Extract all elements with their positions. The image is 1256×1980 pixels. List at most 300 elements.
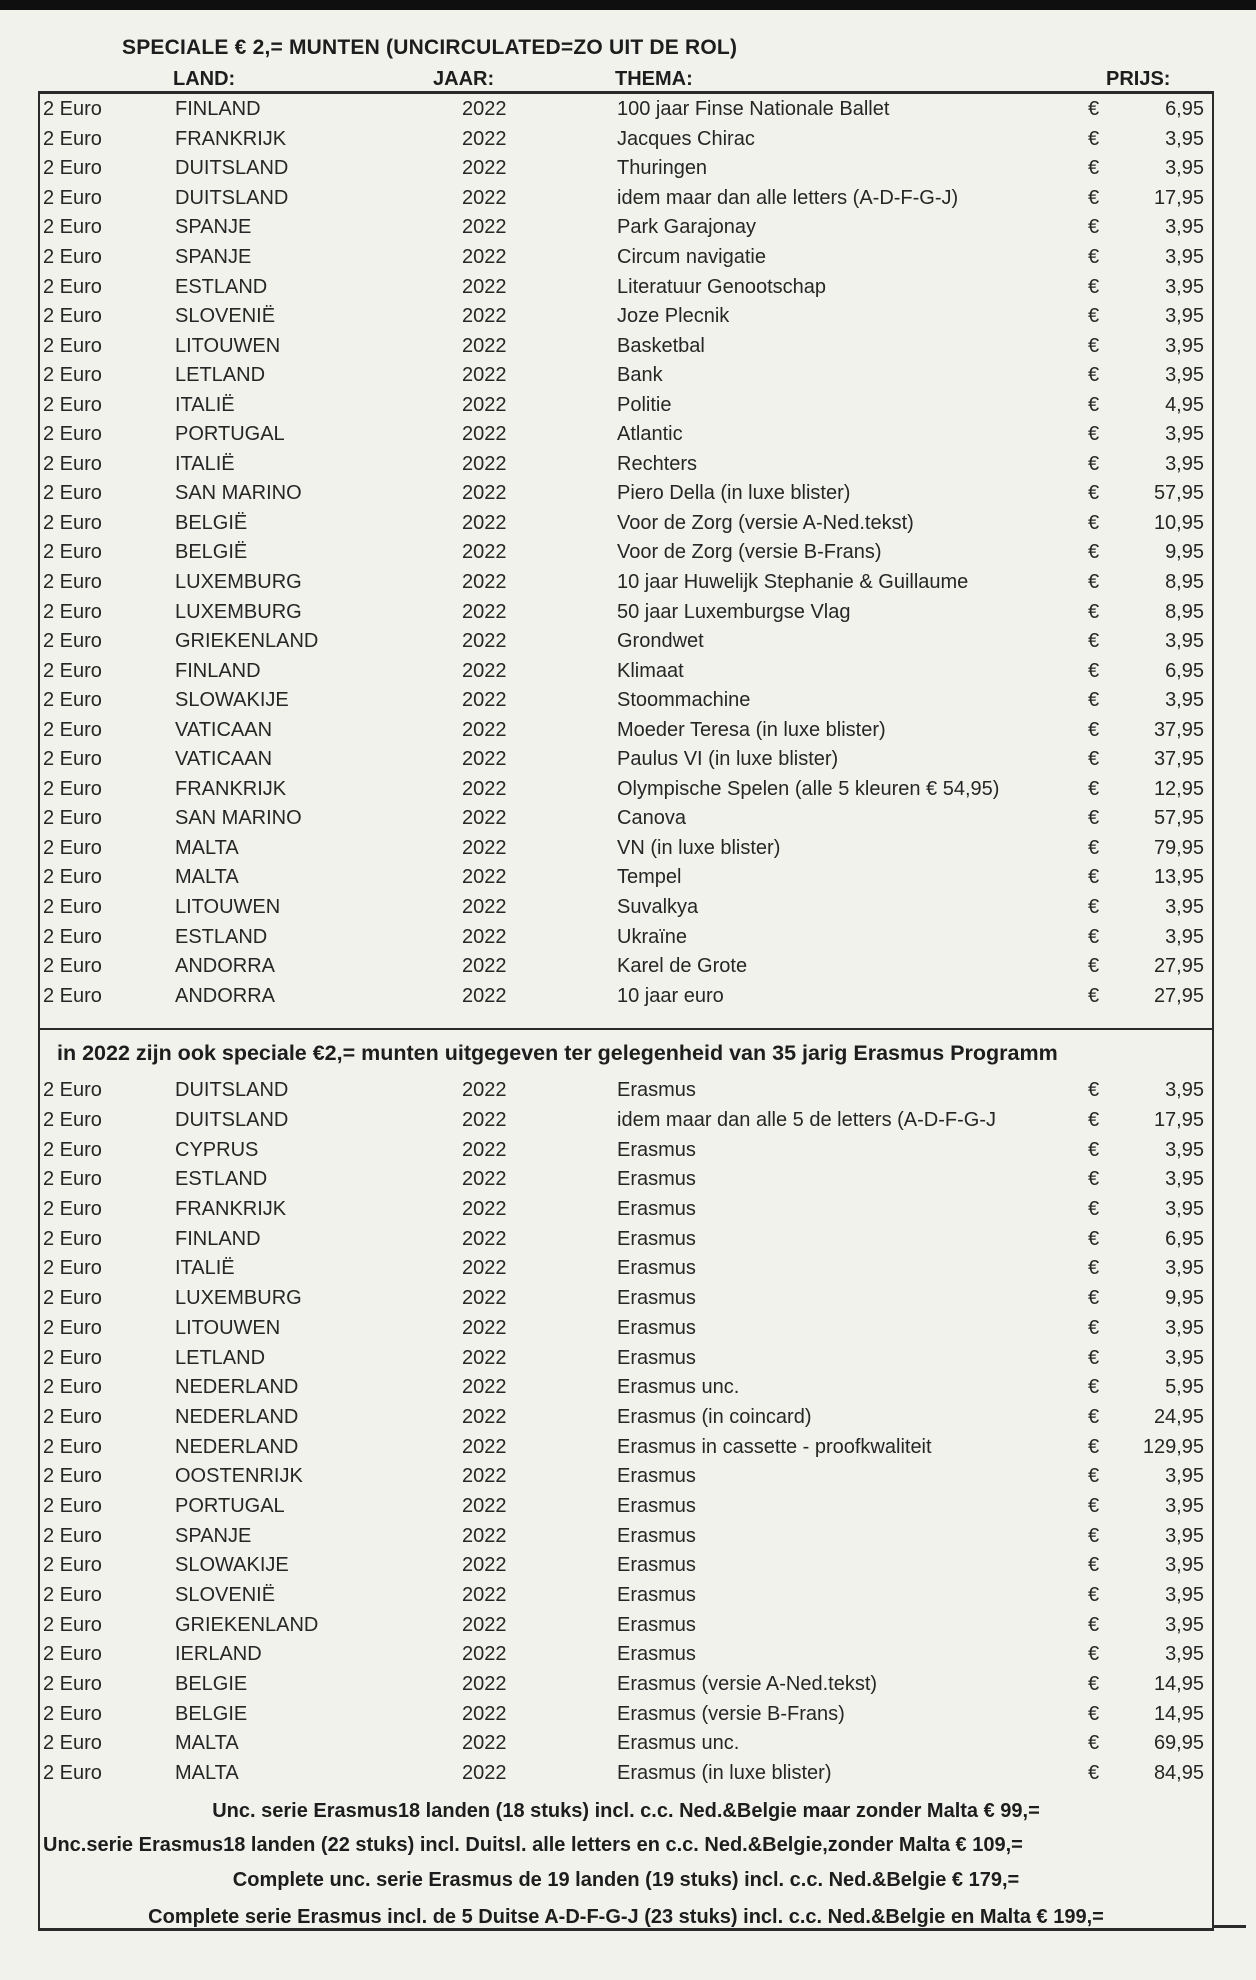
price-cell: 9,95 [1165, 541, 1204, 564]
price-cell: 8,95 [1165, 600, 1204, 623]
price-cell: 14,95 [1153, 1702, 1204, 1725]
country-cell: SPANJE [175, 216, 252, 239]
theme-cell: Circum navigatie [617, 246, 766, 268]
country-cell: ESTLAND [175, 275, 268, 298]
theme-cell: Voor de Zorg (versie B-Frans) [617, 541, 882, 564]
country-cell: DUITSLAND [175, 157, 289, 180]
price-cell: 24,95 [1153, 1405, 1204, 1428]
euro-sign: € [1088, 1762, 1100, 1785]
country-cell: DUITSLAND [175, 186, 289, 209]
denomination-cell: 2 Euro [43, 98, 102, 121]
theme-cell: Suvalkya [617, 896, 699, 919]
erasmus-section-heading: in 2022 zijn ook speciale €2,= munten uitgegeven ter gelegenheid van 35 jarig Erasmus Programm [57, 1041, 1058, 1065]
price-cell: 3,95 [1165, 1643, 1204, 1666]
year-cell: 2022 [462, 216, 507, 239]
footer-line: Complete unc. serie Erasmus de 19 landen (19 stuks) incl. c.c. Ned.&Belgie € 179,= [232, 1869, 1020, 1891]
theme-cell: Erasmus [617, 1168, 696, 1191]
denomination-cell: 2 Euro [43, 1257, 102, 1280]
price-cell: 84,95 [1153, 1762, 1204, 1785]
price-cell: 3,95 [1165, 689, 1204, 712]
denomination-cell: 2 Euro [43, 748, 102, 771]
year-cell: 2022 [462, 1762, 507, 1785]
theme-cell: Erasmus [617, 1494, 696, 1517]
country-cell: BELGIE [175, 1673, 248, 1696]
country-cell: ITALIË [175, 1257, 235, 1280]
country-cell: LUXEMBURG [175, 571, 302, 594]
euro-sign: € [1088, 1198, 1100, 1221]
table-row [40, 656, 1212, 686]
price-cell: 3,95 [1165, 423, 1204, 446]
denomination-cell: 2 Euro [43, 1198, 102, 1221]
year-cell: 2022 [462, 1554, 507, 1577]
denomination-cell: 2 Euro [43, 1762, 102, 1785]
euro-sign: € [1088, 305, 1100, 328]
theme-cell: Paulus VI (in luxe blister) [617, 748, 839, 771]
theme-cell: Tempel [617, 866, 682, 889]
country-cell: ITALIË [175, 393, 235, 416]
denomination-cell: 2 Euro [43, 1465, 102, 1488]
table-row [40, 1076, 1212, 1106]
country-cell: FINLAND [175, 1227, 261, 1250]
price-cell: 3,95 [1165, 364, 1204, 387]
theme-cell: Erasmus in cassette - proofkwaliteit [617, 1435, 932, 1458]
denomination-cell: 2 Euro [43, 127, 102, 150]
theme-cell: Erasmus [617, 1079, 696, 1102]
price-cell: 3,95 [1165, 1494, 1204, 1517]
euro-sign: € [1088, 1109, 1100, 1132]
table-row [40, 952, 1212, 982]
denomination-cell: 2 Euro [43, 866, 102, 889]
year-cell: 2022 [462, 1702, 507, 1725]
price-cell: 14,95 [1153, 1673, 1204, 1696]
denomination-cell: 2 Euro [43, 1227, 102, 1250]
table-row [40, 361, 1212, 391]
year-cell: 2022 [462, 98, 507, 121]
year-cell: 2022 [462, 334, 507, 357]
euro-sign: € [1088, 571, 1100, 594]
table-row [40, 1314, 1212, 1344]
year-cell: 2022 [462, 1138, 507, 1161]
footer-line: Unc.serie Erasmus18 landen (22 stuks) incl. Duitsl. alle letters en c.c. Ned.&Belgie,zonder Malta € 109,= [43, 1834, 1023, 1856]
theme-cell: Erasmus unc. [617, 1732, 740, 1755]
table-row [40, 627, 1212, 657]
denomination-cell: 2 Euro [43, 1702, 102, 1725]
country-cell: LITOUWEN [175, 334, 281, 357]
year-cell: 2022 [462, 807, 507, 830]
price-cell: 37,95 [1153, 748, 1204, 771]
year-cell: 2022 [462, 600, 507, 623]
euro-sign: € [1088, 482, 1100, 505]
euro-sign: € [1088, 1316, 1100, 1339]
price-cell: 5,95 [1165, 1376, 1204, 1399]
year-cell: 2022 [462, 659, 507, 682]
theme-cell: Ukraïne [617, 925, 688, 948]
denomination-cell: 2 Euro [43, 571, 102, 594]
price-cell: 3,95 [1165, 896, 1204, 919]
year-cell: 2022 [462, 186, 507, 209]
theme-cell: Erasmus (versie A-Ned.tekst) [617, 1673, 878, 1696]
denomination-cell: 2 Euro [43, 305, 102, 328]
euro-sign: € [1088, 1287, 1100, 1310]
euro-sign: € [1088, 866, 1100, 889]
denomination-cell: 2 Euro [43, 334, 102, 357]
price-cell: 79,95 [1153, 836, 1204, 859]
table-row [40, 272, 1212, 302]
country-cell: NEDERLAND [175, 1376, 299, 1399]
year-cell: 2022 [462, 364, 507, 387]
price-cell: 3,95 [1165, 275, 1204, 298]
theme-cell: idem maar dan alle letters (A-D-F-G-J) [617, 186, 959, 209]
denomination-cell: 2 Euro [43, 364, 102, 387]
table-row [40, 775, 1212, 805]
year-cell: 2022 [462, 1079, 507, 1102]
country-cell: LITOUWEN [175, 1316, 281, 1339]
table-row [40, 1224, 1212, 1254]
year-cell: 2022 [462, 127, 507, 150]
country-cell: LUXEMBURG [175, 600, 302, 623]
table-row [40, 1521, 1212, 1551]
theme-cell: Erasmus (in luxe blister) [617, 1762, 832, 1785]
country-cell: CYPRUS [175, 1138, 259, 1161]
theme-cell: Piero Della (in luxe blister) [617, 482, 851, 505]
footer-line: Complete serie Erasmus incl. de 5 Duitse A-D-F-G-J (23 stuks) incl. c.c. Ned.&Belgie en Malta € 199,= [148, 1906, 1104, 1928]
euro-sign: € [1088, 246, 1100, 268]
denomination-cell: 2 Euro [43, 896, 102, 919]
year-cell: 2022 [462, 748, 507, 771]
theme-cell: Karel de Grote [617, 955, 748, 978]
table-row [40, 1699, 1212, 1729]
denomination-cell: 2 Euro [43, 955, 102, 978]
theme-cell: Erasmus [617, 1138, 696, 1161]
euro-sign: € [1088, 718, 1100, 741]
column-header-land: LAND: [173, 68, 236, 90]
country-cell: VATICAAN [175, 718, 273, 741]
year-cell: 2022 [462, 1732, 507, 1755]
denomination-cell: 2 Euro [43, 1109, 102, 1132]
price-cell: 3,95 [1165, 630, 1204, 653]
country-cell: LUXEMBURG [175, 1287, 302, 1310]
country-cell: GRIEKENLAND [175, 1613, 319, 1636]
euro-sign: € [1088, 423, 1100, 446]
denomination-cell: 2 Euro [43, 246, 102, 268]
year-cell: 2022 [462, 718, 507, 741]
denomination-cell: 2 Euro [43, 984, 102, 1007]
euro-sign: € [1088, 1227, 1100, 1250]
euro-sign: € [1088, 157, 1100, 180]
euro-sign: € [1088, 275, 1100, 298]
year-cell: 2022 [462, 1198, 507, 1221]
euro-sign: € [1088, 1494, 1100, 1517]
denomination-cell: 2 Euro [43, 600, 102, 623]
theme-cell: Basketbal [617, 334, 705, 357]
column-header-jaar: JAAR: [433, 68, 495, 90]
euro-sign: € [1088, 393, 1100, 416]
year-cell: 2022 [462, 1494, 507, 1517]
denomination-cell: 2 Euro [43, 1554, 102, 1577]
table-row [40, 1462, 1212, 1492]
price-cell: 17,95 [1153, 186, 1204, 209]
country-cell: LITOUWEN [175, 896, 281, 919]
euro-sign: € [1088, 1702, 1100, 1725]
theme-cell: Politie [617, 393, 672, 416]
table-row [40, 1106, 1212, 1136]
year-cell: 2022 [462, 541, 507, 564]
denomination-cell: 2 Euro [43, 423, 102, 446]
euro-sign: € [1088, 1376, 1100, 1399]
theme-cell: Erasmus [617, 1257, 696, 1280]
table-row [40, 1254, 1212, 1284]
column-header-prijs: PRIJS: [1106, 68, 1171, 90]
theme-cell: Rechters [617, 452, 698, 475]
table-row [40, 450, 1212, 480]
denomination-cell: 2 Euro [43, 1524, 102, 1547]
country-cell: VATICAAN [175, 748, 273, 771]
year-cell: 2022 [462, 630, 507, 653]
country-cell: DUITSLAND [175, 1109, 289, 1132]
country-cell: FRANKRIJK [175, 1198, 287, 1221]
euro-sign: € [1088, 186, 1100, 209]
year-cell: 2022 [462, 689, 507, 712]
table-row [40, 804, 1212, 834]
country-cell: ESTLAND [175, 1168, 268, 1191]
price-cell: 3,95 [1165, 1079, 1204, 1102]
theme-cell: Erasmus [617, 1613, 696, 1636]
price-cell: 3,95 [1165, 334, 1204, 357]
price-cell: 4,95 [1165, 393, 1204, 416]
year-cell: 2022 [462, 423, 507, 446]
scanner-edge-bar [0, 0, 1256, 10]
table-row [40, 420, 1212, 450]
table-row [40, 981, 1212, 1011]
denomination-cell: 2 Euro [43, 1287, 102, 1310]
euro-sign: € [1088, 1405, 1100, 1428]
euro-sign: € [1088, 1138, 1100, 1161]
table-row [40, 922, 1212, 952]
theme-cell: 10 jaar Huwelijk Stephanie & Guillaume [617, 571, 969, 594]
theme-cell: Erasmus [617, 1524, 696, 1547]
price-cell: 13,95 [1153, 866, 1204, 889]
euro-sign: € [1088, 364, 1100, 387]
euro-sign: € [1088, 777, 1100, 800]
theme-cell: Jacques Chirac [617, 127, 755, 150]
price-cell: 6,95 [1165, 1227, 1204, 1250]
year-cell: 2022 [462, 1435, 507, 1458]
year-cell: 2022 [462, 1613, 507, 1636]
denomination-cell: 2 Euro [43, 1346, 102, 1369]
price-cell: 8,95 [1165, 571, 1204, 594]
euro-sign: € [1088, 1584, 1100, 1607]
table-row [40, 509, 1212, 539]
theme-cell: Park Garajonay [617, 216, 756, 239]
theme-cell: Grondwet [617, 630, 704, 653]
theme-cell: VN (in luxe blister) [617, 836, 781, 859]
table-row [40, 686, 1212, 716]
euro-sign: € [1088, 1257, 1100, 1280]
page-title: SPECIALE € 2,= MUNTEN (UNCIRCULATED=ZO UIT DE ROL) [122, 36, 738, 59]
table-row [40, 213, 1212, 243]
euro-sign: € [1088, 1732, 1100, 1755]
theme-cell: Erasmus [617, 1198, 696, 1221]
table-row [40, 302, 1212, 332]
coin-table-erasmus [40, 1076, 1212, 1789]
year-cell: 2022 [462, 836, 507, 859]
year-cell: 2022 [462, 1524, 507, 1547]
theme-cell: Erasmus [617, 1316, 696, 1339]
table-row [40, 893, 1212, 923]
column-header-thema: THEMA: [615, 68, 693, 90]
price-cell: 3,95 [1165, 1316, 1204, 1339]
denomination-cell: 2 Euro [43, 1405, 102, 1428]
price-cell: 3,95 [1165, 925, 1204, 948]
table-row [40, 479, 1212, 509]
euro-sign: € [1088, 1079, 1100, 1102]
denomination-cell: 2 Euro [43, 1138, 102, 1161]
coin-table-2022-special [40, 95, 1212, 1011]
year-cell: 2022 [462, 1643, 507, 1666]
theme-cell: Thuringen [617, 157, 708, 180]
year-cell: 2022 [462, 1109, 507, 1132]
year-cell: 2022 [462, 157, 507, 180]
theme-cell: Atlantic [617, 423, 683, 446]
theme-cell: Erasmus [617, 1584, 696, 1607]
year-cell: 2022 [462, 1346, 507, 1369]
theme-cell: Literatuur Genootschap [617, 275, 827, 298]
denomination-cell: 2 Euro [43, 511, 102, 534]
euro-sign: € [1088, 334, 1100, 357]
country-cell: SAN MARINO [175, 482, 302, 505]
year-cell: 2022 [462, 925, 507, 948]
year-cell: 2022 [462, 1257, 507, 1280]
country-cell: SLOWAKIJE [175, 1554, 289, 1577]
table-row [40, 1135, 1212, 1165]
year-cell: 2022 [462, 984, 507, 1007]
theme-cell: Moeder Teresa (in luxe blister) [617, 718, 886, 741]
price-cell: 3,95 [1165, 305, 1204, 328]
year-cell: 2022 [462, 955, 507, 978]
theme-cell: Canova [617, 807, 686, 830]
price-table-frame [38, 91, 1214, 1931]
country-cell: ITALIË [175, 452, 235, 475]
price-cell: 37,95 [1153, 718, 1204, 741]
theme-cell: 10 jaar euro [617, 984, 724, 1007]
denomination-cell: 2 Euro [43, 718, 102, 741]
euro-sign: € [1088, 836, 1100, 859]
euro-sign: € [1088, 1168, 1100, 1191]
country-cell: DUITSLAND [175, 1079, 289, 1102]
denomination-cell: 2 Euro [43, 452, 102, 475]
year-cell: 2022 [462, 305, 507, 328]
year-cell: 2022 [462, 1405, 507, 1428]
year-cell: 2022 [462, 511, 507, 534]
denomination-cell: 2 Euro [43, 807, 102, 830]
country-cell: IERLAND [175, 1643, 262, 1666]
country-cell: PORTUGAL [175, 423, 285, 446]
table-row [40, 1640, 1212, 1670]
country-cell: ESTLAND [175, 925, 268, 948]
euro-sign: € [1088, 1554, 1100, 1577]
euro-sign: € [1088, 807, 1100, 830]
price-cell: 3,95 [1165, 1168, 1204, 1191]
euro-sign: € [1088, 452, 1100, 475]
price-cell: 3,95 [1165, 127, 1204, 150]
price-cell: 3,95 [1165, 216, 1204, 239]
year-cell: 2022 [462, 246, 507, 268]
country-cell: ANDORRA [175, 955, 276, 978]
denomination-cell: 2 Euro [43, 777, 102, 800]
euro-sign: € [1088, 1524, 1100, 1547]
table-row [40, 390, 1212, 420]
denomination-cell: 2 Euro [43, 1613, 102, 1636]
theme-cell: Erasmus [617, 1346, 696, 1369]
denomination-cell: 2 Euro [43, 836, 102, 859]
table-row [40, 125, 1212, 155]
year-cell: 2022 [462, 275, 507, 298]
country-cell: NEDERLAND [175, 1405, 299, 1428]
table-row [40, 95, 1212, 125]
denomination-cell: 2 Euro [43, 1673, 102, 1696]
country-cell: BELGIË [175, 541, 248, 564]
denomination-cell: 2 Euro [43, 1435, 102, 1458]
theme-cell: Erasmus (versie B-Frans) [617, 1702, 845, 1725]
euro-sign: € [1088, 1465, 1100, 1488]
denomination-cell: 2 Euro [43, 659, 102, 682]
table-row [40, 1373, 1212, 1403]
country-cell: FINLAND [175, 98, 261, 121]
price-cell: 3,95 [1165, 1257, 1204, 1280]
year-cell: 2022 [462, 1376, 507, 1399]
year-cell: 2022 [462, 1584, 507, 1607]
euro-sign: € [1088, 511, 1100, 534]
table-row [40, 1581, 1212, 1611]
price-cell: 9,95 [1165, 1287, 1204, 1310]
table-row [40, 1195, 1212, 1225]
price-cell: 10,95 [1153, 511, 1204, 534]
year-cell: 2022 [462, 1227, 507, 1250]
denomination-cell: 2 Euro [43, 1494, 102, 1517]
year-cell: 2022 [462, 1168, 507, 1191]
theme-cell: Klimaat [617, 659, 684, 682]
price-cell: 69,95 [1153, 1732, 1204, 1755]
section-divider-line [40, 1028, 1212, 1030]
country-cell: GRIEKENLAND [175, 630, 319, 653]
table-row [40, 568, 1212, 598]
country-cell: SLOVENIË [175, 305, 276, 328]
denomination-cell: 2 Euro [43, 1732, 102, 1755]
theme-cell: Erasmus [617, 1554, 696, 1577]
price-cell: 57,95 [1153, 807, 1204, 830]
price-cell: 17,95 [1153, 1109, 1204, 1132]
country-cell: OOSTENRIJK [175, 1465, 303, 1488]
price-cell: 3,95 [1165, 1198, 1204, 1221]
year-cell: 2022 [462, 482, 507, 505]
year-cell: 2022 [462, 571, 507, 594]
denomination-cell: 2 Euro [43, 1584, 102, 1607]
price-cell: 3,95 [1165, 246, 1204, 268]
table-row [40, 597, 1212, 627]
table-row [40, 243, 1212, 273]
table-row [40, 745, 1212, 775]
table-row [40, 1729, 1212, 1759]
table-row [40, 1343, 1212, 1373]
denomination-cell: 2 Euro [43, 541, 102, 564]
denomination-cell: 2 Euro [43, 1316, 102, 1339]
table-row [40, 1284, 1212, 1314]
table-row [40, 1403, 1212, 1433]
price-cell: 3,95 [1165, 1584, 1204, 1607]
theme-cell: idem maar dan alle 5 de letters (A-D-F-G-J [617, 1109, 997, 1132]
denomination-cell: 2 Euro [43, 1376, 102, 1399]
country-cell: FRANKRIJK [175, 777, 287, 800]
